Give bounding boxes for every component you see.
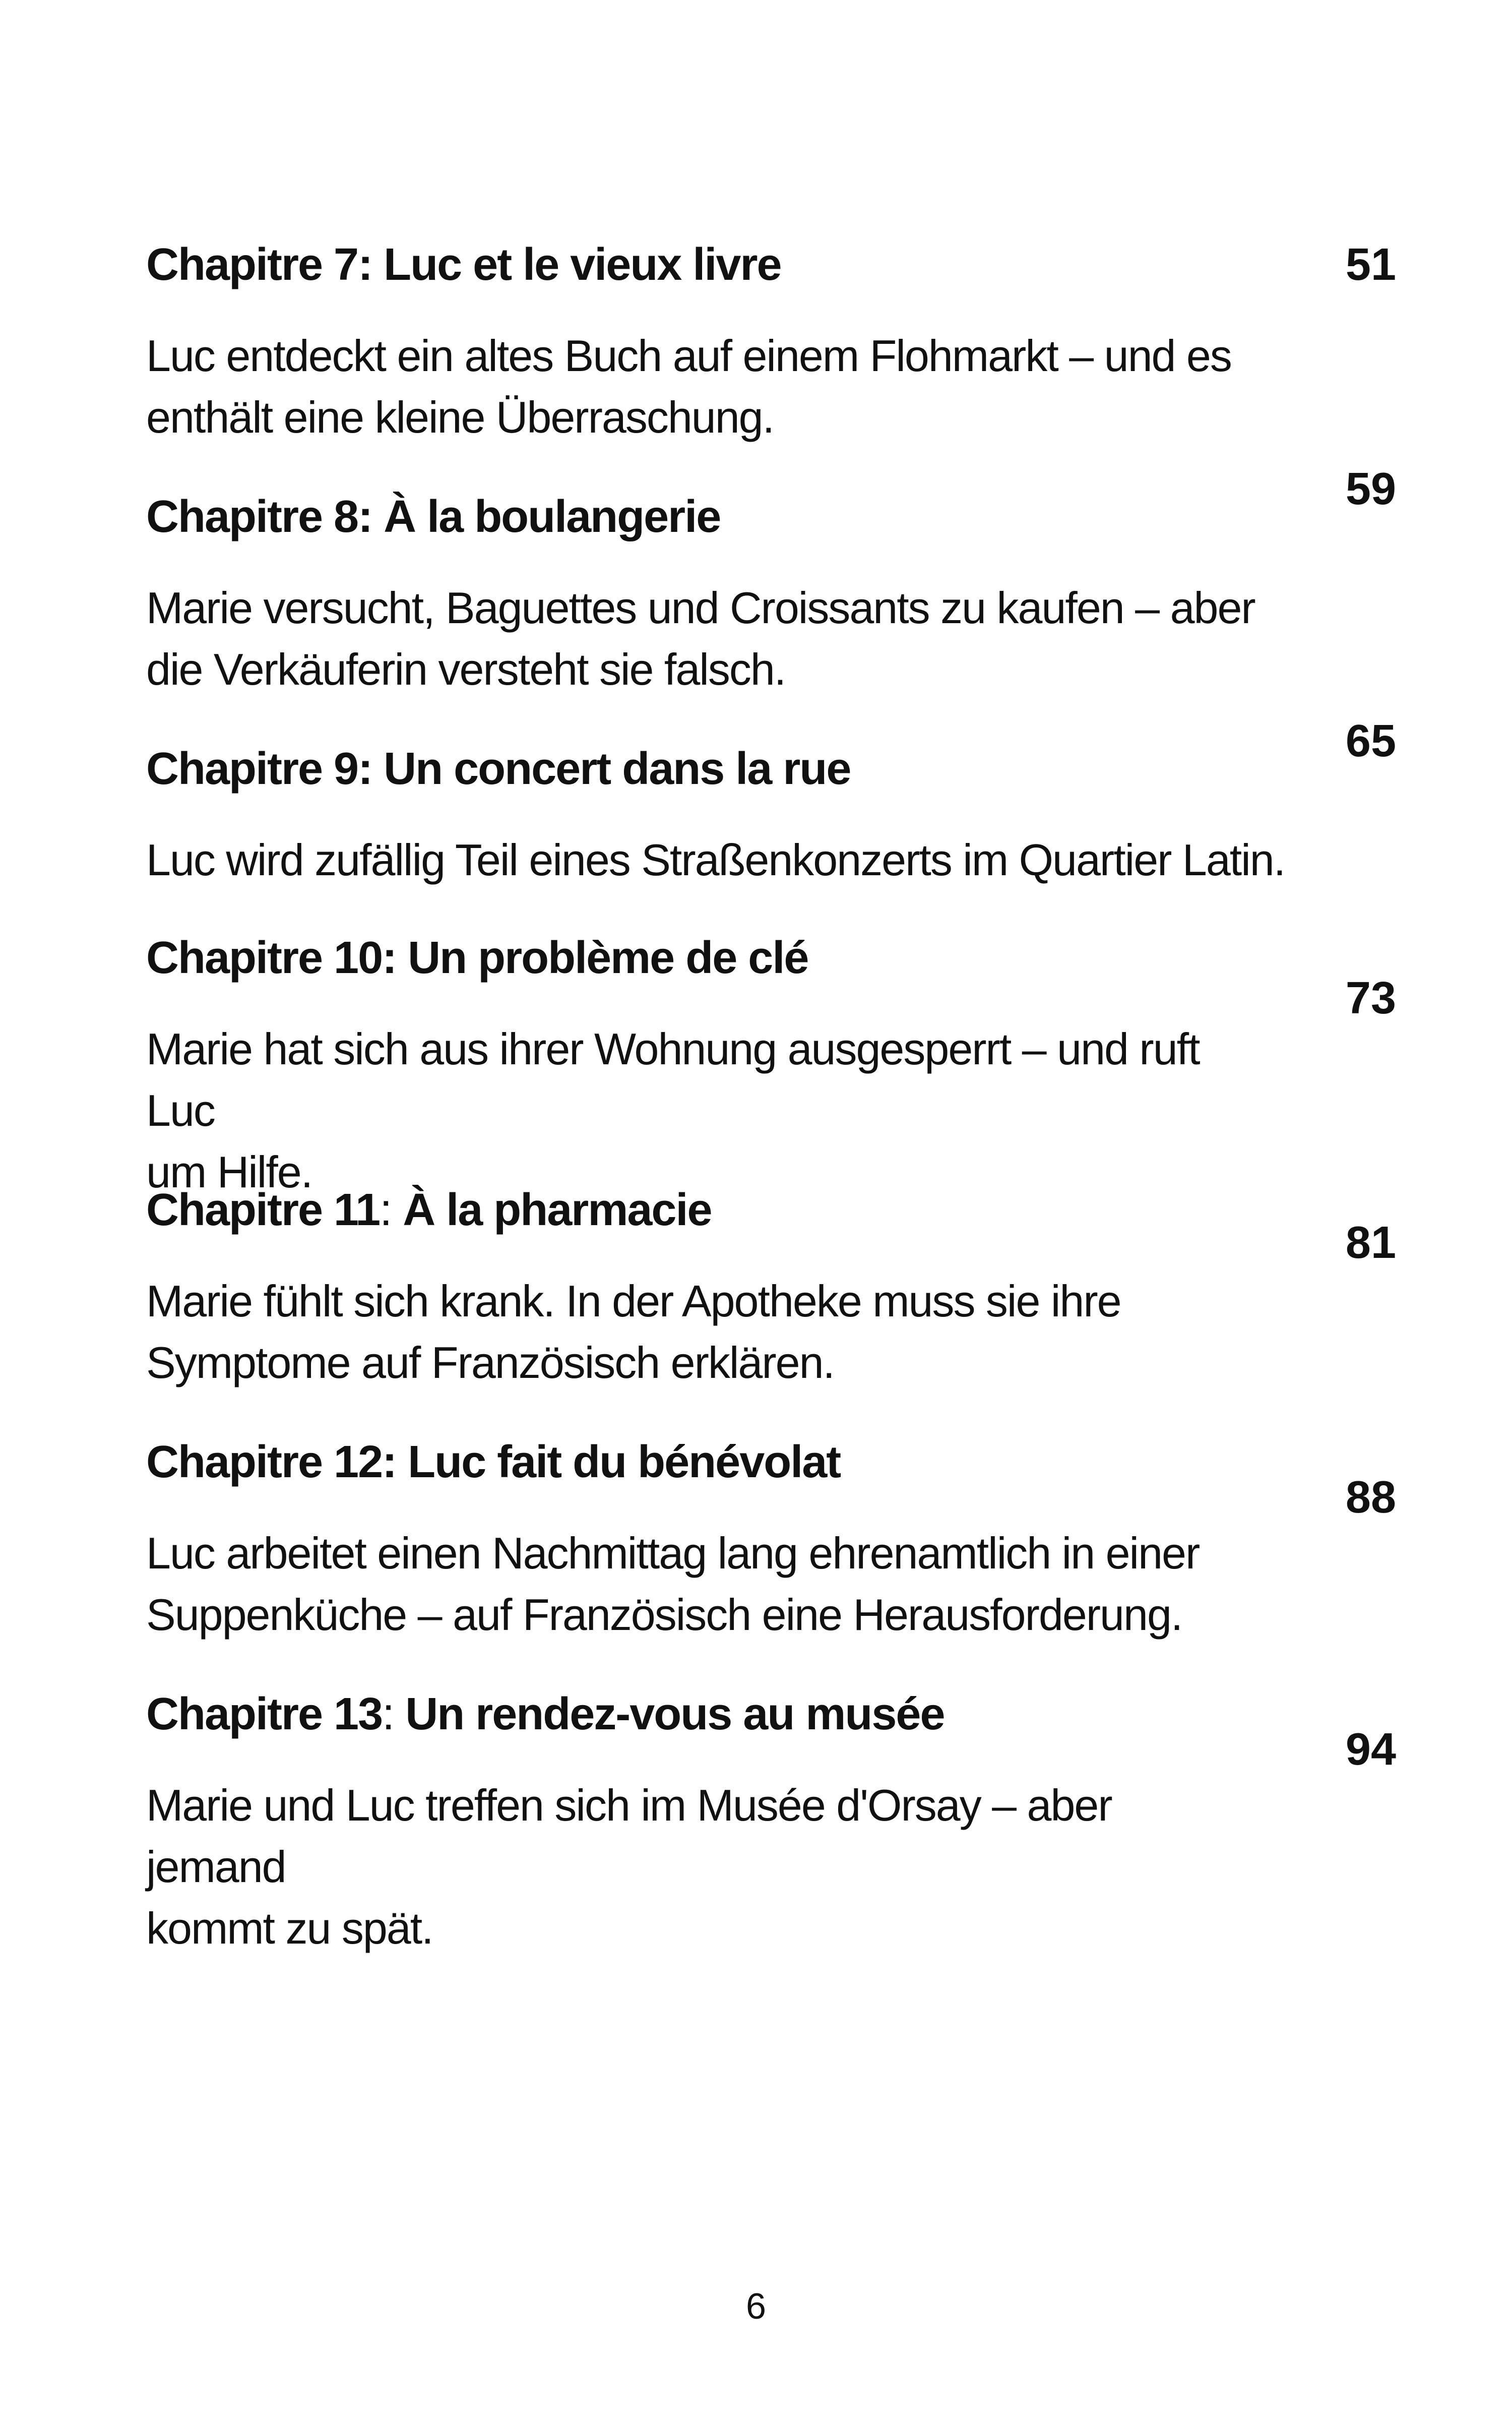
chapter-title	[146, 1686, 944, 1742]
chapter-page-number: 88	[1345, 1472, 1396, 1523]
chapter-title	[146, 930, 808, 986]
chapter-name: À la boulangerie	[384, 492, 721, 542]
summary-line: Marie fühlt sich krank. In der Apotheke muss sie ihre	[146, 1276, 1121, 1326]
chapter-label: Chapitre 12	[146, 1437, 383, 1487]
summary-line: Luc entdeckt ein altes Buch auf einem Flohmarkt – und es	[146, 331, 1231, 381]
chapter-summary	[146, 1775, 1255, 1959]
summary-line: Luc wird zufällig Teil eines Straßenkonzerts im Quartier Latin.	[146, 835, 1285, 885]
chapter-name: Un concert dans la rue	[384, 744, 851, 794]
summary-line: kommt zu spät.	[146, 1903, 433, 1953]
summary-line: Luc arbeitet einen Nachmittag lang ehrenamtlich in einer	[146, 1528, 1200, 1578]
summary-line: Marie hat sich aus ihrer Wohnung ausgesperrt – und ruft Luc	[146, 1024, 1200, 1135]
chapter-separator: :	[358, 744, 372, 794]
chapter-label: Chapitre 10	[146, 933, 383, 983]
chapter-summary	[146, 1018, 1255, 1203]
chapter-label: Chapitre 9	[146, 744, 358, 794]
chapter-separator: :	[382, 1689, 394, 1739]
chapter-page-number: 94	[1345, 1724, 1396, 1775]
summary-line: Symptome auf Französisch erklären.	[146, 1338, 835, 1387]
chapter-label: Chapitre 7	[146, 239, 358, 290]
chapter-separator: :	[358, 239, 372, 290]
chapter-page-number: 81	[1345, 1218, 1396, 1268]
chapter-separator: :	[380, 1185, 392, 1235]
chapter-page-number: 65	[1345, 716, 1396, 766]
chapter-label: Chapitre 8	[146, 492, 358, 542]
chapter-separator: :	[382, 1437, 397, 1487]
chapter-page-number: 59	[1345, 464, 1396, 514]
footer-page-number: 6	[745, 2286, 767, 2327]
chapter-title	[146, 741, 850, 797]
chapter-page-number: 73	[1345, 973, 1396, 1023]
chapter-label: Chapitre 11	[146, 1185, 380, 1235]
chapter-summary	[146, 577, 1255, 700]
chapter-summary	[146, 829, 1396, 891]
chapter-name: Un rendez-vous au musée	[405, 1689, 944, 1739]
chapter-name: À la pharmacie	[403, 1185, 712, 1235]
summary-line: enthält eine kleine Überraschung.	[146, 392, 774, 442]
chapter-name: Luc et le vieux livre	[384, 239, 781, 290]
chapter-summary	[146, 1523, 1255, 1646]
chapter-name: Luc fait du bénévolat	[408, 1437, 841, 1487]
summary-line: Suppenküche – auf Französisch eine Herausforderung.	[146, 1590, 1182, 1640]
chapter-title	[146, 1434, 840, 1490]
chapter-summary	[146, 1270, 1255, 1394]
summary-line: die Verkäuferin versteht sie falsch.	[146, 644, 786, 694]
chapter-title	[146, 489, 720, 544]
summary-line: Marie versucht, Baguettes und Croissants zu kaufen – aber	[146, 583, 1255, 633]
summary-line: um Hilfe.	[146, 1147, 312, 1197]
chapter-separator: :	[382, 933, 397, 983]
chapter-name: Un problème de clé	[408, 933, 808, 983]
chapter-title	[146, 237, 781, 292]
chapter-summary	[146, 325, 1255, 448]
chapter-title	[146, 1182, 712, 1238]
chapter-separator: :	[358, 492, 372, 542]
summary-line: Marie und Luc treffen sich im Musée d'Orsay – aber jemand	[146, 1780, 1112, 1892]
chapter-label: Chapitre 13	[146, 1689, 383, 1739]
chapter-page-number: 51	[1345, 239, 1396, 290]
